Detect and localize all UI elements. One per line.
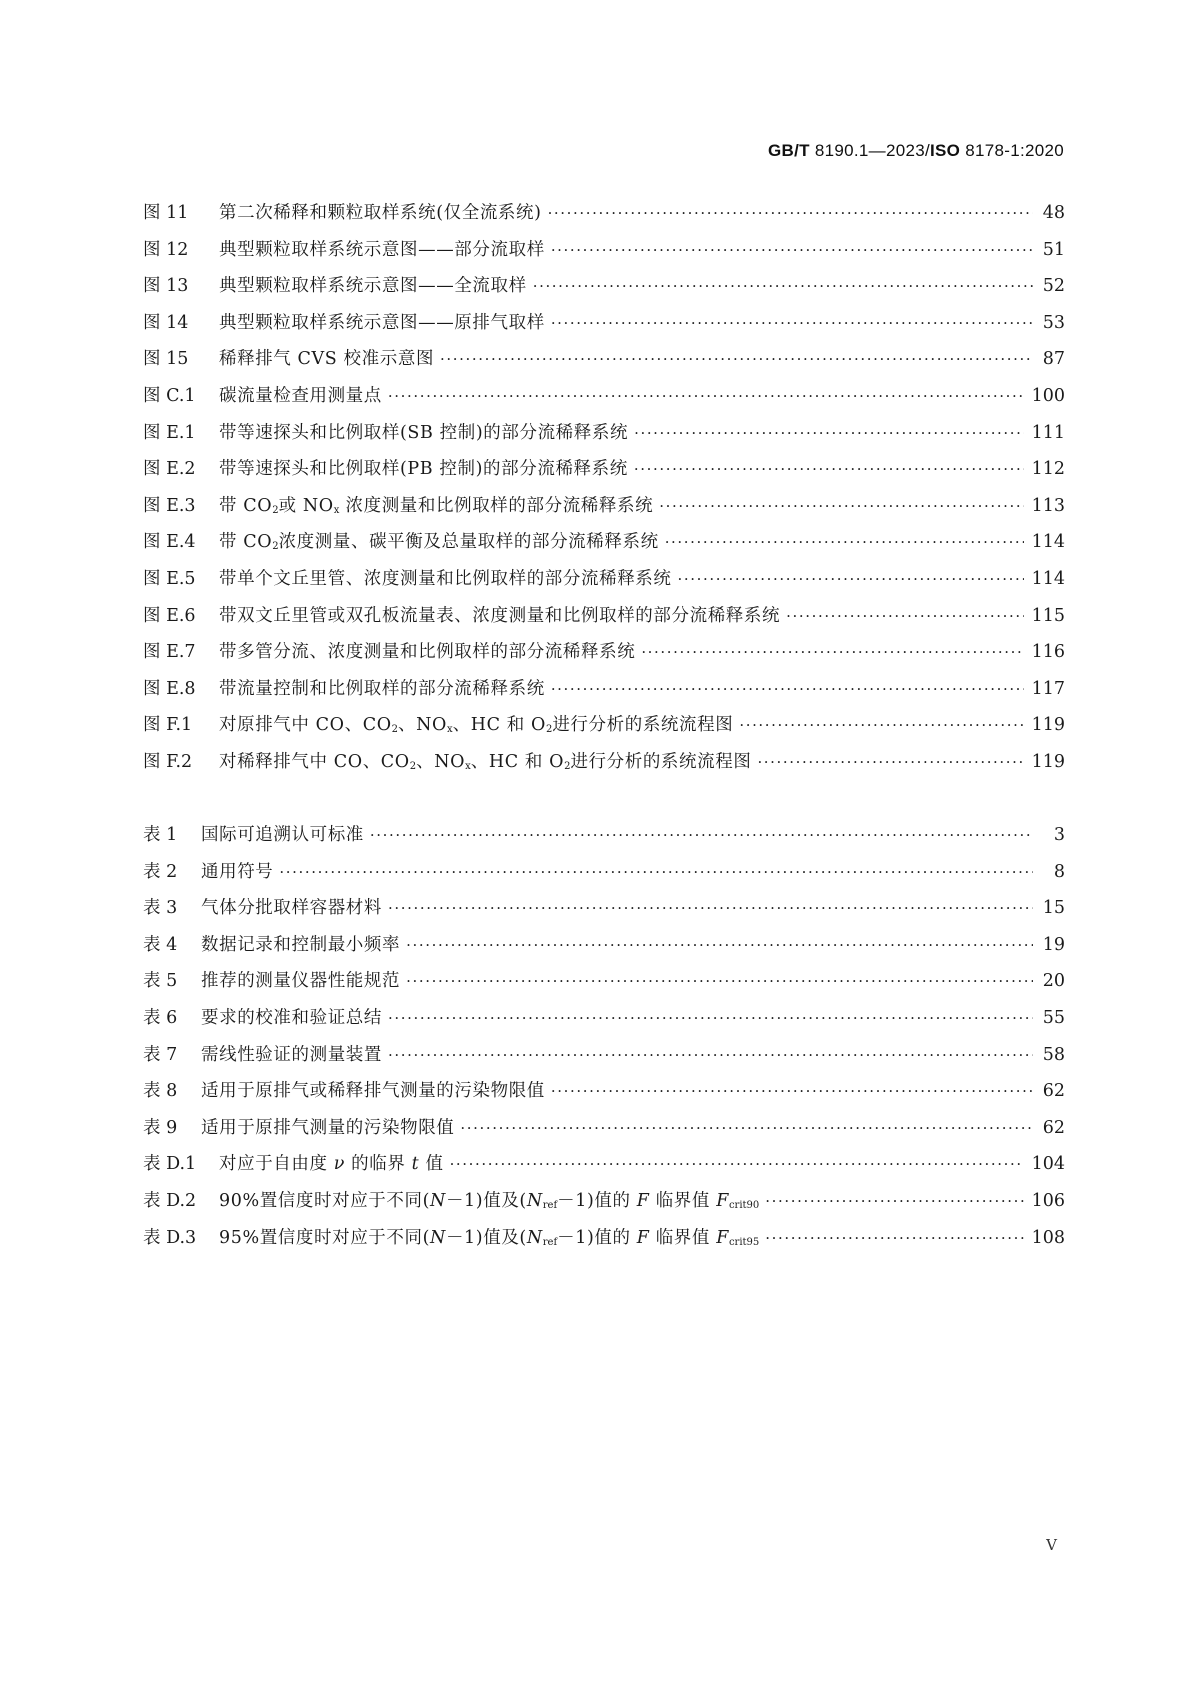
toc-title [219,524,659,566]
toc-label: 表 4 [143,934,178,955]
toc-entry-figure-e1[interactable] [143,415,1065,452]
math-variable: F [636,1227,650,1248]
toc-title [219,1220,759,1262]
toc-entry-figure-c1[interactable] [143,378,1065,415]
toc-title: 数据记录和控制最小频率 [201,934,401,955]
standard-header [768,141,1064,161]
toc-entry-figure-e8[interactable] [143,671,1065,708]
toc-entry-figure-e7[interactable] [143,634,1065,671]
toc-entry-figure-14[interactable] [143,305,1065,342]
toc-entry-figure-e6[interactable] [143,598,1065,635]
toc-label: 图 F.1 [143,715,193,736]
math-variable: N [526,1190,543,1211]
title-part: 、NO [416,751,466,772]
toc-leader [533,268,1033,305]
toc-entry-figure-12[interactable] [143,232,1065,269]
toc-label: 表 D.1 [143,1154,197,1175]
math-variable: ν [333,1154,346,1175]
toc-leader [678,561,1024,598]
toc-page-number: 115 [1031,605,1065,626]
toc-leader [406,927,1033,964]
toc-leader [370,817,1033,854]
toc-label: 图 C.1 [143,385,196,406]
toc-page-number: 100 [1031,385,1065,406]
toc-label: 图 F.2 [143,751,193,772]
subscript: 2 [272,504,279,516]
title-part: －1)值的 [557,1227,637,1248]
toc-entry-table-6[interactable] [143,1000,1065,1037]
title-part: 带 CO [219,495,273,516]
toc-title: 适用于原排气测量的污染物限值 [201,1117,455,1138]
toc-title: 需线性验证的测量装置 [201,1044,382,1065]
toc-title: 带单个文丘里管、浓度测量和比例取样的部分流稀释系统 [219,568,672,589]
toc-leader [388,378,1024,415]
toc-entry-figure-13[interactable] [143,268,1065,305]
subscript: 2 [272,541,279,553]
toc-label: 图 E.3 [143,495,196,516]
toc-page-number: 114 [1031,532,1065,553]
title-part: 95%置信度时对应于不同( [219,1227,431,1248]
toc-entry-table-d2[interactable] [143,1183,1065,1220]
toc-page-number: 117 [1031,678,1065,699]
toc-title: 通用符号 [201,861,274,882]
toc-entry-figure-f1[interactable] [143,707,1065,744]
toc-title [219,744,751,786]
subscript: crit90 [728,1199,760,1211]
toc-label: 表 2 [143,861,178,882]
toc-leader [757,744,1023,781]
toc-page-number: 62 [1042,1081,1065,1102]
subscript: ref [542,1236,558,1248]
std-code: GB/T [768,141,810,160]
toc-leader [388,890,1033,927]
subscript: 2 [564,760,571,772]
toc-page-number: 119 [1031,715,1065,736]
toc-label: 表 8 [143,1081,178,1102]
toc-page-number: 87 [1042,349,1065,370]
toc-title [219,1183,759,1225]
toc-page-number: 15 [1042,898,1065,919]
math-variable: N [526,1227,543,1248]
toc-title: 带双文丘里管或双孔板流量表、浓度测量和比例取样的部分流稀释系统 [219,605,781,626]
toc-page-number: 114 [1031,568,1065,589]
toc-label: 图 E.4 [143,532,196,553]
math-variable: F [716,1227,729,1248]
toc-page-number: 52 [1042,276,1065,297]
subscript: 2 [391,724,399,736]
toc-entry-table-d1[interactable] [143,1146,1065,1183]
toc-page-number: 62 [1042,1117,1065,1138]
toc-entry-figure-f2[interactable] [143,744,1065,781]
title-part: 、HC 和 O [470,751,565,772]
toc-leader [786,598,1023,635]
toc-page-number: 113 [1031,495,1065,516]
iso-number: 8178-1:2020 [960,141,1064,160]
toc-label: 图 15 [143,349,189,370]
toc-page-number: 48 [1042,203,1065,223]
math-variable: N [430,1190,446,1211]
toc-entry-table-5[interactable] [143,963,1065,1000]
toc-entry-table-4[interactable] [143,927,1065,964]
toc-leader [460,1110,1033,1147]
toc-title: 第二次稀释和颗粒取样系统(仅全流系统) [219,203,542,223]
toc-title: 稀释排气 CVS 校准示意图 [219,349,435,370]
toc-leader [739,707,1023,744]
toc-page-number: 53 [1042,312,1065,333]
toc-label: 表 7 [143,1044,178,1065]
table-list [143,817,1065,1256]
title-part: 或 NO [278,495,334,516]
toc-leader [388,1037,1033,1074]
toc-leader [641,634,1023,671]
toc-title [219,1146,444,1183]
toc-title: 带等速探头和比例取样(PB 控制)的部分流稀释系统 [219,459,628,480]
title-part: 临界值 [649,1190,717,1211]
toc-label: 表 3 [143,898,178,919]
toc-leader [634,415,1024,452]
title-part: 进行分析的系统流程图 [552,715,734,736]
toc-label: 表 5 [143,971,178,992]
toc-label: 图 E.7 [143,642,196,663]
toc-page-number: 51 [1042,239,1065,260]
toc-leader [551,232,1033,269]
toc-leader [765,1220,1023,1257]
math-variable: t [411,1154,420,1175]
toc-leader [548,195,1033,232]
toc-leader [450,1146,1024,1183]
toc-title: 碳流量检查用测量点 [219,385,382,406]
toc-entry-figure-e5[interactable] [143,561,1065,598]
toc-label: 图 12 [143,239,189,260]
toc-label: 表 9 [143,1117,178,1138]
toc-label: 表 6 [143,1007,178,1028]
page-number: V [1046,1536,1057,1554]
toc-title: 带流量控制和比例取样的部分流稀释系统 [219,678,545,699]
title-part: 90%置信度时对应于不同( [219,1190,431,1211]
toc-entry-table-d3[interactable] [143,1220,1065,1257]
toc-title: 典型颗粒取样系统示意图——原排气取样 [219,312,545,333]
toc-entry-figure-15[interactable] [143,341,1065,378]
math-variable: F [716,1190,729,1211]
toc-title [219,707,733,749]
toc-entry-figure-e3[interactable] [143,488,1065,525]
toc-leader [634,451,1024,488]
toc-label: 表 D.2 [143,1190,197,1211]
toc-leader [659,488,1023,525]
subscript: x [465,760,471,772]
title-part: 的临界 [345,1154,412,1175]
toc-leader [551,671,1024,708]
toc-label: 图 13 [143,276,189,297]
title-part: 、NO [398,715,447,736]
math-variable: F [636,1190,650,1211]
toc-title: 国际可追溯认可标准 [201,825,364,845]
title-part: －1)值的 [557,1190,637,1211]
toc-label: 图 E.5 [143,568,196,589]
title-part: 进行分析的系统流程图 [570,751,752,772]
toc-label: 图 14 [143,312,189,333]
toc-page-number: 112 [1031,459,1065,480]
toc-title: 适用于原排气或稀释排气测量的污染物限值 [201,1081,545,1102]
toc-page-number: 19 [1042,934,1065,955]
toc-entry-figure-11[interactable] [143,195,1065,232]
toc-entry-table-8[interactable] [143,1073,1065,1110]
title-part: 浓度测量、碳平衡及总量取样的部分流稀释系统 [278,532,659,553]
toc-page-number: 108 [1031,1227,1065,1248]
toc-title: 典型颗粒取样系统示意图——部分流取样 [219,239,545,260]
toc-entry-table-7[interactable] [143,1037,1065,1074]
toc-leader [440,341,1033,378]
figure-list [143,195,1065,781]
toc-label: 表 1 [143,825,178,845]
toc-title: 带等速探头和比例取样(SB 控制)的部分流稀释系统 [219,422,629,443]
subscript: x [333,504,340,516]
toc-leader [388,1000,1033,1037]
title-part: 、HC 和 O [452,715,546,736]
toc-leader [765,1183,1023,1220]
toc-page-number: 106 [1031,1190,1065,1211]
toc-page-number: 111 [1031,422,1065,443]
toc-label: 图 11 [143,203,189,223]
toc-title [219,488,653,530]
iso-code: ISO [930,141,961,160]
title-part: 带 CO [219,532,273,553]
subscript: x [446,724,453,736]
toc-leader [665,524,1024,561]
toc-label: 图 E.6 [143,605,196,626]
subscript: 2 [409,760,417,772]
toc-entry-table-9[interactable] [143,1110,1065,1147]
toc-title: 典型颗粒取样系统示意图——全流取样 [219,276,527,297]
toc-title: 要求的校准和验证总结 [201,1007,382,1028]
title-part: 浓度测量和比例取样的部分流稀释系统 [339,495,654,516]
toc-label: 图 E.1 [143,422,196,443]
toc-page-number: 58 [1042,1044,1065,1065]
toc-title: 推荐的测量仪器性能规范 [201,971,401,992]
math-variable: N [430,1227,446,1248]
toc-label: 图 E.8 [143,678,196,699]
toc-page-number: 116 [1031,642,1065,663]
toc-entry-table-1[interactable] [143,817,1065,854]
toc-leader [279,854,1033,891]
title-part: －1)值及( [445,1190,527,1211]
subscript: 2 [545,724,553,736]
toc-entry-figure-e2[interactable] [143,451,1065,488]
title-part: 对应于自由度 [219,1154,334,1175]
toc-title: 带多管分流、浓度测量和比例取样的部分流稀释系统 [219,642,636,663]
toc-title: 气体分批取样容器材料 [201,898,382,919]
toc-label: 图 E.2 [143,459,196,480]
toc-page-number: 104 [1031,1154,1065,1175]
toc-page-number: 3 [1053,825,1065,845]
toc-entry-table-2[interactable] [143,854,1065,891]
toc-page-number: 119 [1031,751,1065,772]
title-part: －1)值及( [445,1227,527,1248]
toc-entry-table-3[interactable] [143,890,1065,927]
subscript: ref [542,1199,558,1211]
toc-page-number: 55 [1042,1007,1065,1028]
toc-page-number: 8 [1053,861,1065,882]
title-part: 值 [419,1154,444,1175]
title-part: 对稀释排气中 CO、CO [219,751,410,772]
toc-page-number: 20 [1042,971,1065,992]
toc-leader [551,305,1033,342]
title-part: 对原排气中 CO、CO [219,715,392,736]
std-number: 8190.1—2023/ [809,141,930,160]
toc-leader [406,963,1033,1000]
toc-leader [551,1073,1033,1110]
subscript: crit95 [728,1236,760,1248]
toc-entry-figure-e4[interactable] [143,524,1065,561]
toc-label: 表 D.3 [143,1227,197,1248]
title-part: 临界值 [649,1227,717,1248]
